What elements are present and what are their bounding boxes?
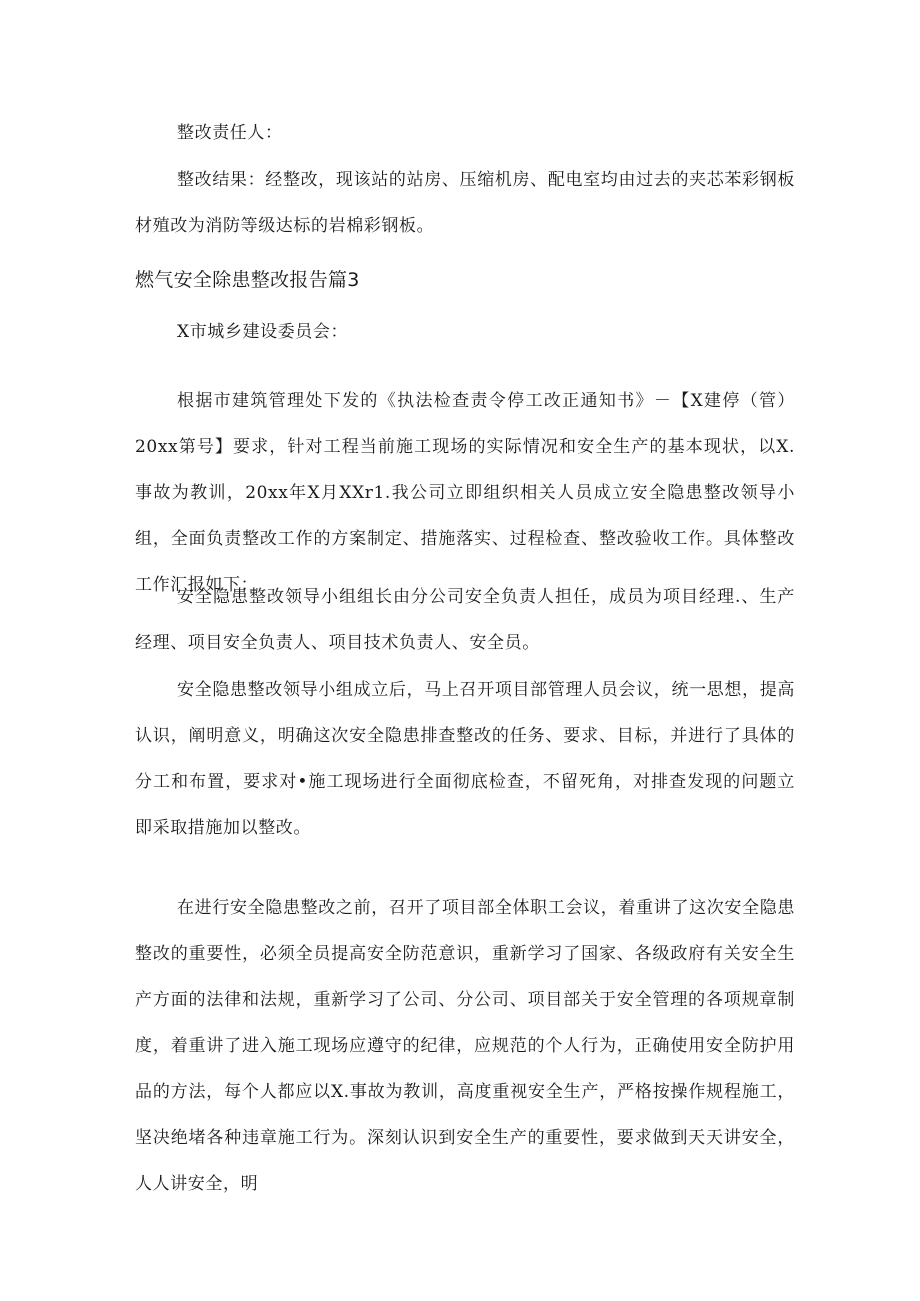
paragraph-responsible-person: 整改责任人：: [177, 123, 283, 143]
paragraph-rectification-result: 整改结果：经整改，现该站的站房、压缩机房、配电室均由过去的夹芯苯彩钢板材殖改为消防等级达标的岩棉彩钢板。: [135, 170, 795, 236]
paragraph-1: 根据市建筑管理处下发的《执法检查责令停工改正通知书》－【X建停（管）20xx第号】要求，针对工程当前施工现场的实际情况和安全生产的基本现状，以X.事故为教训，20xx年X月XXr1.我公司立即组织相关人员成立安全隐患整改领导小组，全面负责整改工作的方案制定、措施落实、过程检查、整改验收工作。具体整改工作汇报如下：: [135, 391, 795, 595]
section-heading: 燃气安全除患整改报告篇3: [135, 269, 360, 291]
paragraph-2: 安全隐患整改领导小组组长由分公司安全负责人担任，成员为项目经理.、生产经理、项目安全负责人、项目技术负责人、安全员。: [135, 587, 795, 653]
paragraph-4: 在进行安全隐患整改之前，召开了项目部全体职工会议，着重讲了这次安全隐患整改的重要性，必须全员提高安全防范意识，重新学习了国家、各级政府有关安全生产方面的法律和法规，重新学习了公司、分公司、项目部关于安全管理的各项规章制度，着重讲了进入施工现场应遵守的纪律，应规范的个人行为，正确使用安全防护用品的方法，每个人都应以X.事故为教训，高度重视安全生产，严格按操作规程施工，坚决绝堵各种违章施工行为。深刻认识到安全生产的重要性，要求做到天天讲安全，人人讲安全，明: [135, 898, 795, 1194]
paragraph-3: 安全隐患整改领导小组成立后，马上召开项目部管理人员会议，统一思想，提高认识，阐明意义，明确这次安全隐患排查整改的任务、要求、目标，并进行了具体的分工和布置，要求对•施工现场进行全面彻底检查，不留死角，对排查发现的问题立即采取措施加以整改。: [135, 680, 795, 838]
salutation: X市城乡建设委员会：: [177, 322, 349, 342]
